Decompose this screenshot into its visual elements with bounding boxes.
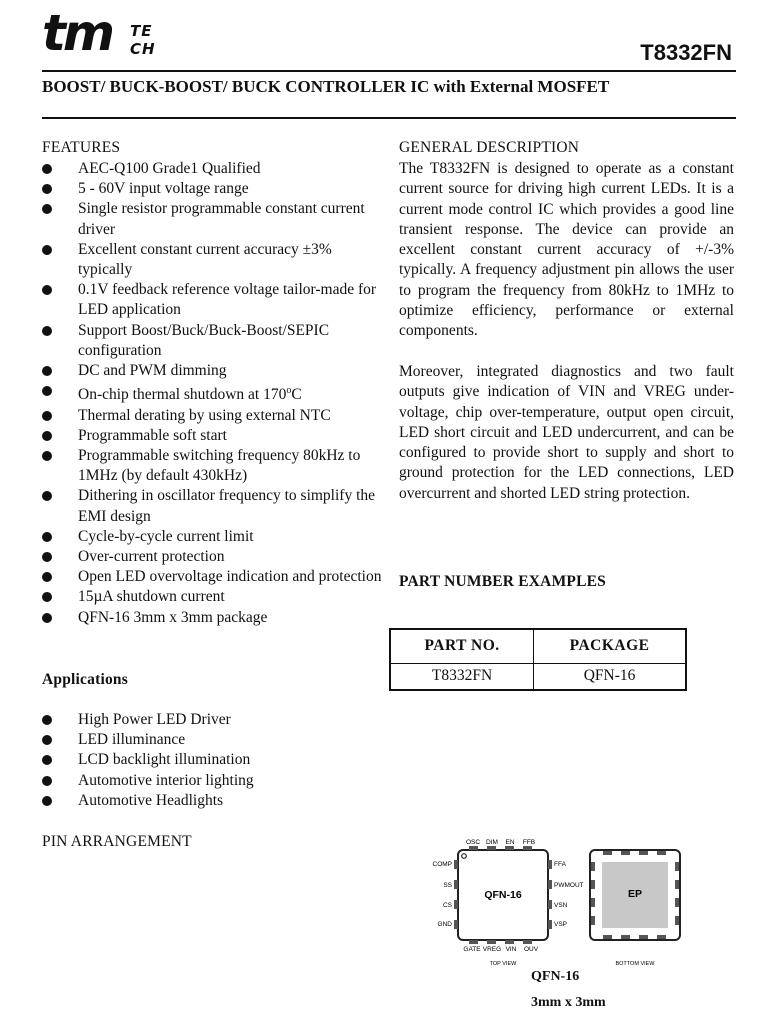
pin-label-dim: DIM [486, 839, 498, 846]
cell-package: QFN-16 [534, 663, 686, 690]
list-item: 15µA shutdown current [42, 587, 382, 607]
list-item: Open LED overvoltage indication and protection [42, 567, 382, 587]
pin-label-ouv: OUV [523, 946, 539, 953]
top-view-label: TOP VIEW [489, 961, 517, 967]
pin-label-ss: SS [443, 882, 452, 889]
pin-label-vreg: VREG [482, 946, 502, 953]
header-divider [42, 70, 736, 72]
list-item: QFN-16 3mm x 3mm package [42, 608, 382, 628]
company-logo [42, 4, 172, 66]
table-row [390, 663, 686, 690]
features-list [42, 159, 382, 628]
general-description-heading: GENERAL DESCRIPTION [399, 139, 580, 156]
description-paragraph-1: The T8332FN is designed to operate as a constant current source for driving high current LEDs. It is a current mode control IC which provides a good line transient response. The device can provide an excellent constant current accuracy of +/-3% typically. A frequency adjustment pin allows the user to program the frequency from 80kHz to 1MHz to optimize efficiency, performance or external components. [399, 160, 734, 340]
degree-mark: o [286, 385, 292, 397]
list-item: Automotive Headlights [42, 791, 382, 811]
list-item: DC and PWM dimming [42, 361, 382, 381]
logo-ch: CH [130, 40, 156, 58]
part-number-title: T8332FN [640, 40, 732, 65]
list-item: Programmable switching frequency 80kHz to 1MHz (by default 430kHz) [42, 446, 382, 486]
pin-label-vin: VIN [505, 946, 517, 953]
description-paragraph-2: Moreover, integrated diagnostics and two fault outputs give indication of VIN and VREG under-voltage, chip over-temperature, output open circuit, LED short circuit and LED undercurrent, and can be configured to provide short to supply and short to ground protection for the LED connections, LED overcurrent and shorted LED string protection. [399, 363, 734, 502]
pin-label-pwmout: PWMOUT [554, 882, 584, 889]
pin-label-gnd: GND [437, 921, 452, 928]
pin-label-gate: GATE [463, 946, 481, 953]
list-item: 5 - 60V input voltage range [42, 179, 382, 199]
thermal-text: On-chip thermal shutdown at 170 [78, 386, 287, 404]
column-header-package: PACKAGE [534, 629, 686, 663]
document-subtitle: BOOST/ BUCK-BOOST/ BUCK CONTROLLER IC with External MOSFET [42, 77, 610, 96]
list-item: Over-current protection [42, 547, 382, 567]
list-item: Dithering in oscillator frequency to simplify the EMI design [42, 486, 382, 526]
list-item: Support Boost/Buck/Buck-Boost/SEPIC configuration [42, 321, 382, 361]
pin-label-en: EN [505, 839, 515, 846]
pin-label-vsp: VSP [554, 921, 568, 928]
list-item [42, 381, 382, 405]
logo-tm: tm [42, 4, 113, 62]
pin-label-cs: CS [442, 902, 452, 909]
list-item: Automotive interior lighting [42, 771, 382, 791]
pin-label-ffa: FFA [554, 861, 566, 868]
pin-arrangement-diagram [420, 834, 710, 974]
features-heading: FEATURES [42, 139, 121, 156]
list-item: Single resistor programmable constant current driver [42, 199, 382, 239]
chip-label: QFN-16 [484, 889, 522, 901]
column-header-part: PART NO. [390, 629, 534, 663]
list-item: LED illuminance [42, 730, 382, 750]
exposed-pad-label: EP [627, 888, 643, 900]
pin-label-vsn: VSN [554, 902, 568, 909]
subtitle-divider [42, 117, 736, 119]
thermal-unit: C [291, 386, 302, 404]
package-name: QFN-16 [531, 969, 580, 984]
pin-arrangement-heading: PIN ARRANGEMENT [42, 833, 192, 850]
list-item: Thermal derating by using external NTC [42, 406, 382, 426]
list-item: Cycle-by-cycle current limit [42, 527, 382, 547]
pin-label-comp: COMP [432, 861, 452, 868]
list-item: High Power LED Driver [42, 710, 382, 730]
bottom-view-label: BOTTOM VIEW [615, 961, 655, 967]
pin-label-ffb: FFB [522, 839, 536, 846]
part-number-table [389, 628, 687, 691]
list-item: AEC-Q100 Grade1 Qualified [42, 159, 382, 179]
package-size: 3mm x 3mm [531, 995, 606, 1010]
logo-te: TE [130, 22, 153, 40]
list-item: LCD backlight illumination [42, 750, 382, 770]
pin-label-osc: OSC [465, 839, 481, 846]
part-examples-heading: PART NUMBER EXAMPLES [399, 573, 606, 590]
applications-heading: Applications [42, 671, 128, 688]
list-item: Programmable soft start [42, 426, 382, 446]
applications-list [42, 710, 382, 811]
table-header-row [390, 629, 686, 663]
list-item: 0.1V feedback reference voltage tailor-made for LED application [42, 280, 382, 320]
cell-part: T8332FN [390, 663, 534, 690]
list-item: Excellent constant current accuracy ±3% typically [42, 240, 382, 280]
